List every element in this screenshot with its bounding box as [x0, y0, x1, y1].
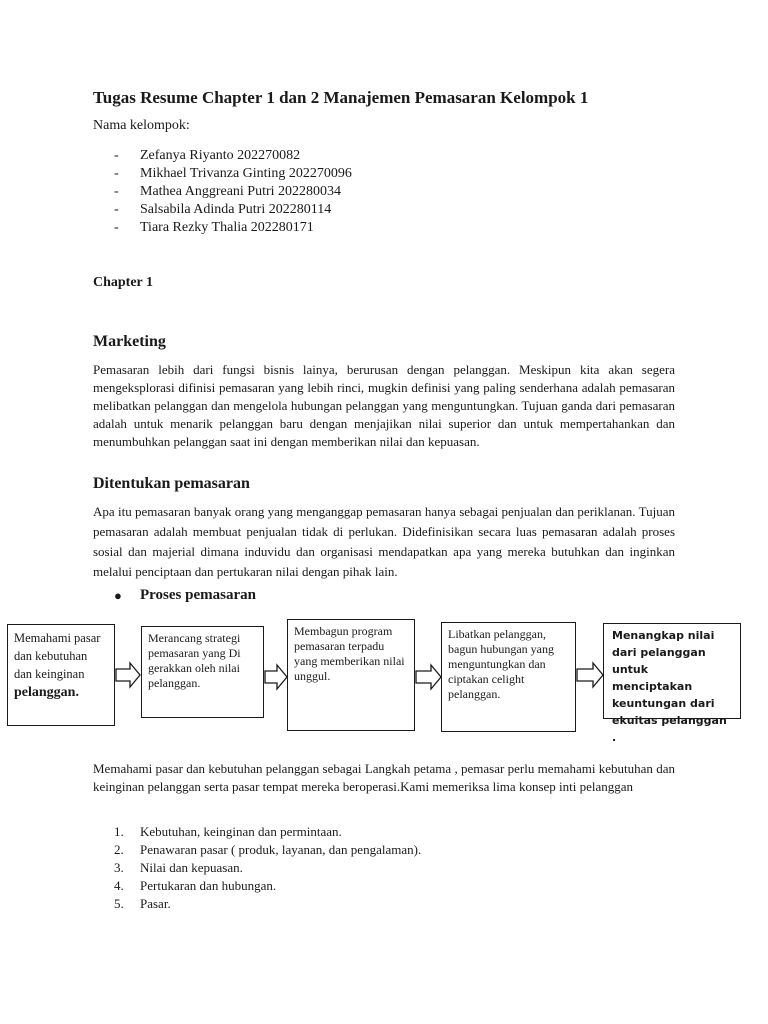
list-text: Kebutuhan, keinginan dan permintaan. — [140, 824, 342, 839]
flow-arrow-icon — [264, 663, 288, 691]
member-name: Zefanya Riyanto 202270082 — [140, 148, 301, 163]
member-name: Mikhael Trivanza Ginting 202270096 — [140, 166, 352, 181]
dash-marker: - — [114, 202, 119, 217]
list-item — [114, 147, 352, 165]
member-list — [114, 147, 352, 237]
marketing-heading: Marketing — [93, 333, 166, 350]
list-item — [114, 219, 352, 237]
list-number: 2. — [114, 842, 124, 857]
list-item — [114, 201, 352, 219]
list-number: 1. — [114, 824, 124, 839]
process-step-5: Menangkap nilai dari pelanggan untuk menciptakan keuntungan dari ekuitas pelanggan . — [603, 623, 741, 719]
list-item — [114, 841, 421, 859]
dash-marker: - — [114, 220, 119, 235]
flow-arrow-icon — [115, 661, 141, 689]
document-title: Tugas Resume Chapter 1 dan 2 Manajemen Pemasaran Kelompok 1 — [93, 88, 589, 107]
process-heading-text: Proses pemasaran — [140, 587, 256, 603]
process-step-1 — [7, 624, 115, 726]
list-text: Pertukaran dan hubungan. — [140, 878, 277, 893]
list-number: 3. — [114, 860, 124, 875]
dash-marker: - — [114, 148, 119, 163]
list-item — [114, 895, 421, 913]
marketing-paragraph: Pemasaran lebih dari fungsi bisnis lainya, berurusan dengan pelanggan. Meskipun kita akan segera mengeksplorasi difinisi pemasaran yang lebih rinci, mugkin definisi yang paling senderhana adalah pemasaran melibatkan pelanggan dan mengelola hubungan pelanggan yang menguntungkan. Tujuan ganda dari pemasaran adalah untuk menarik pelanggan baru dengan menjajikan nilai superior dan untuk mempertahankan dan menumbuhkan pelanggan saat ini dengan memberikan nilai dan kepuasan. — [93, 362, 675, 449]
group-label: Nama kelompok: — [93, 118, 190, 133]
list-number: 4. — [114, 878, 124, 893]
process-step-2: Merancang strategi pemasaran yang Di gerakkan oleh nilai pelanggan. — [141, 626, 264, 718]
step-strong-text: pelanggan. — [14, 685, 79, 700]
member-name: Salsabila Adinda Putri 202280114 — [140, 202, 332, 217]
closing-paragraph: Memahami pasar dan kebutuhan pelanggan sebagai Langkah petama , pemasar perlu memahami kebutuhan dan keinginan pelanggan serta pasar tempat mereka beroperasi.Kami memeriksa lima konsep inti pelanggan — [93, 761, 675, 794]
process-step-3: Membagun program pemasaran terpadu yang memberikan nilai unggul. — [287, 619, 415, 731]
list-number: 5. — [114, 896, 124, 911]
ditentukan-paragraph: Apa itu pemasaran banyak orang yang menganggap pemasaran hanya sebagai penjualan dan periklanan. Tujuan pemasaran adalah membuat penjualan tidak di perlukan. Didefinisikan secara luas pemasaran adalah proses sosial dan majerial dimana induvidu dan organisasi mendapatkan apa yang mereka butuhkan dan inginkan melalui penciptaan dan pertukaran nilai dengan pihak lain. — [93, 504, 675, 579]
step-text: Memahami pasar dan kebutuhan dan keinginan — [14, 631, 101, 681]
list-item — [114, 877, 421, 895]
core-concepts-list — [114, 823, 421, 913]
bullet-icon: ● — [114, 587, 122, 603]
list-text: Penawaran pasar ( produk, layanan, dan pengalaman). — [140, 842, 422, 857]
member-name: Tiara Rezky Thalia 202280171 — [140, 220, 314, 235]
process-heading — [114, 587, 256, 604]
list-text: Pasar. — [140, 896, 171, 911]
flow-arrow-icon — [576, 661, 604, 689]
process-step-4: Libatkan pelanggan, bagun hubungan yang menguntungkan dan ciptakan celight pelanggan. — [441, 622, 576, 732]
list-item — [114, 165, 352, 183]
ditentukan-heading: Ditentukan pemasaran — [93, 475, 250, 492]
list-item — [114, 859, 421, 877]
list-item — [114, 183, 352, 201]
list-item — [114, 823, 421, 841]
member-name: Mathea Anggreani Putri 202280034 — [140, 184, 342, 199]
flow-arrow-icon — [415, 663, 442, 691]
chapter-heading: Chapter 1 — [93, 275, 154, 290]
dash-marker: - — [114, 184, 119, 199]
list-text: Nilai dan kepuasan. — [140, 860, 243, 875]
dash-marker: - — [114, 166, 119, 181]
